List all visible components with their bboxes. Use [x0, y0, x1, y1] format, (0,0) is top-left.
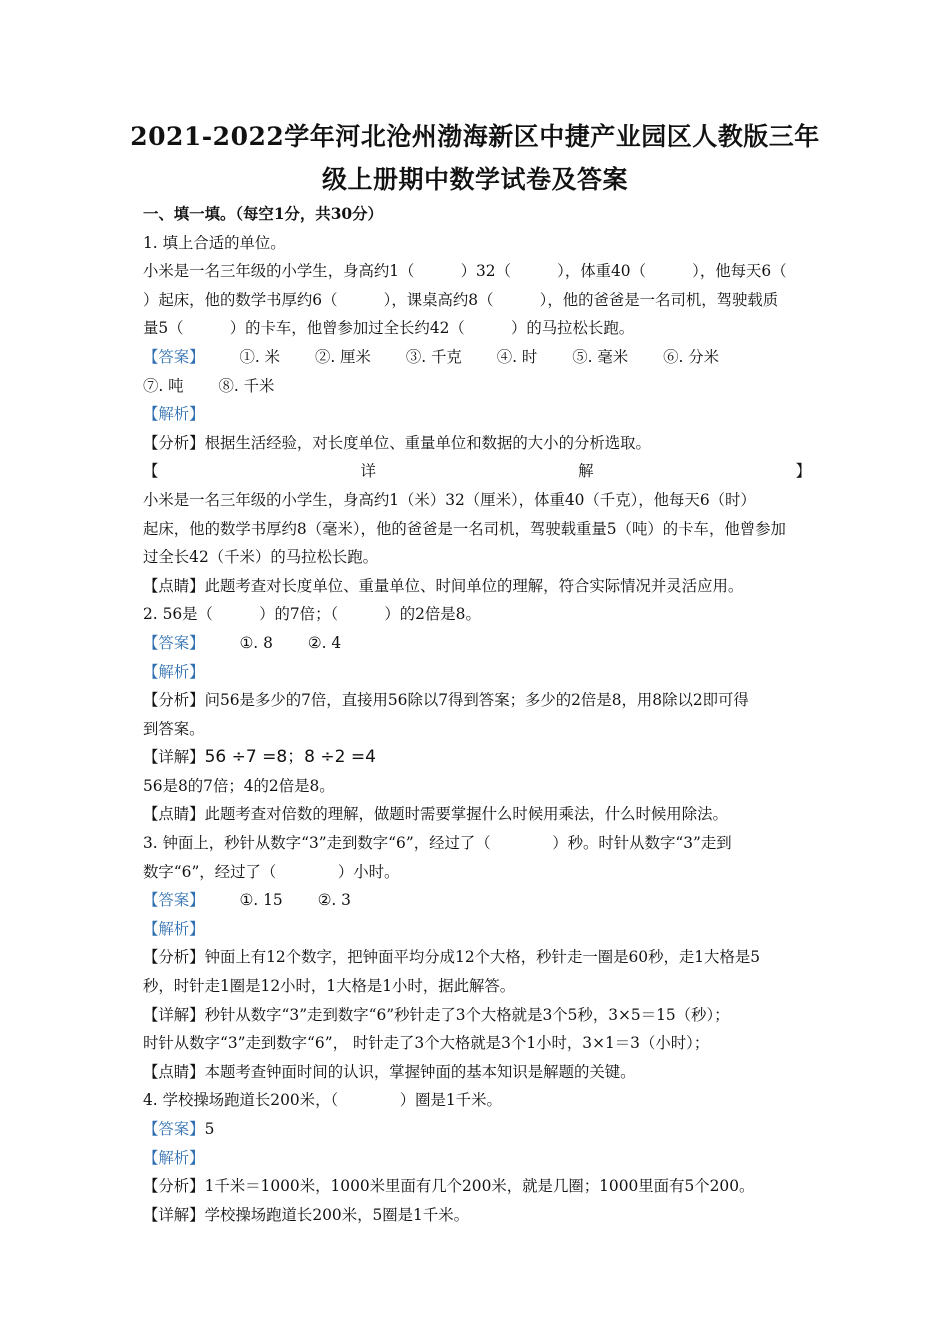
answer-label: 【答案】 — [143, 891, 205, 910]
xiangjie-label: 【详解】 — [143, 748, 205, 767]
q1-answer-item: ⑤. 毫米 — [572, 347, 629, 366]
q2-dianjing — [143, 800, 811, 829]
q1-answer-item: ⑥. 分米 — [663, 347, 720, 366]
analysis-label: 【解析】 — [143, 1148, 205, 1167]
section-heading: 一、填一填。（每空1分，共30分） — [143, 205, 383, 223]
analysis-label: 【解析】 — [143, 919, 205, 938]
fenxi-label: 【分析】 — [143, 1177, 205, 1196]
q1-stem: 1. 填上合适的单位。 — [143, 233, 286, 252]
q2-dianjing-text: 此题考查对倍数的理解，做题时需要掌握什么时候用乘法，什么时候用除法。 — [204, 805, 728, 824]
q3-xiangjie-text-1: 秒针从数字“3”走到数字“6”秒针走了3个大格就是3个5秒，3×5＝15（秒）； — [204, 1005, 730, 1024]
q3-stem-line-2: 数字“6”，经过了（ ）小时。 — [143, 862, 400, 881]
q2-fenxi-line-2: 到答案。 — [143, 719, 205, 738]
q2-fenxi-text-1: 问56是多少的7倍，直接用56除以7得到答案；多少的2倍是8，用8除以2即可得 — [204, 691, 749, 710]
q1-dianjing-text: 此题考查对长度单位、重量单位、时间单位的理解，符合实际情况并灵活应用。 — [204, 576, 744, 595]
q4-xiangjie-text: 学校操场跑道长200米，5圈是1千米。 — [204, 1205, 470, 1224]
q1-answer — [143, 343, 811, 372]
fenxi-label: 【分析】 — [143, 948, 205, 967]
q1-xiangjie-text-1: 小米是一名三年级的小学生，身高约1（米）32（厘米），体重40（千克），他每天6（时） — [143, 490, 756, 509]
q3-answer — [143, 886, 811, 915]
q1-text-line-3: 量5（ ）的卡车，他曾参加过全长约42（ ）的马拉松长跑。 — [143, 319, 635, 338]
q4-fenxi — [143, 1172, 811, 1201]
q1-answer-item: ⑦. 吨 — [143, 376, 184, 395]
fenxi-label: 【分析】 — [143, 691, 205, 710]
document-title-line-2: 级上册期中数学试卷及答案 — [321, 165, 628, 194]
q2-xiangjie-line-2: 56是8的7倍；4的2倍是8。 — [143, 776, 335, 795]
q3-fenxi-line-2: 秒，时针走1圈是12小时，1大格是1小时，据此解答。 — [143, 977, 516, 996]
q4-fenxi-text: 1千米＝1000米，1000米里面有几个200米，就是几圈；1000里面有5个200。 — [204, 1177, 755, 1196]
q3-dianjing-text: 本题考查钟面时间的认识，掌握钟面的基本知识是解题的关键。 — [204, 1062, 636, 1081]
q3-dianjing — [143, 1058, 811, 1087]
q1-dianjing — [143, 572, 811, 601]
q1-fenxi-text: 根据生活经验，对长度单位、重量单位和数据的大小的分析选取。 — [204, 433, 651, 452]
answer-label: 【答案】 — [143, 347, 205, 366]
answer-label: 【答案】 — [143, 1120, 205, 1138]
answer-label: 【答案】 — [143, 633, 205, 652]
q3-answer-item: ②. 3 — [317, 891, 351, 910]
q3-fenxi — [143, 943, 811, 972]
xiangjie-label: 【详解】 — [143, 462, 811, 481]
dianjing-label: 【点睛】 — [143, 576, 205, 595]
q3-xiangjie-line-2: 时针从数字“3”走到数字“6”， 时针走了3个大格就是3个1小时，3×1＝3（小时）； — [143, 1034, 710, 1053]
q1-xiangjie-line-2: 起床，他的数学书厚约8（毫米），他的爸爸是一名司机，驾驶载重量5（吨）的卡车，他曾参加 — [143, 519, 786, 538]
q2-answer — [143, 629, 811, 658]
q2-stem: 2. 56是（ ）的7倍；（ ）的2倍是8。 — [143, 605, 481, 624]
document-body — [143, 200, 811, 1229]
q4-stem: 4. 学校操场跑道长200米，（ ）圈是1千米。 — [143, 1091, 502, 1110]
q1-text-line-1: 小米是一名三年级的小学生，身高约1（ ）32（ ），体重40（ ），他每天6（ — [143, 262, 787, 281]
xiangjie-label: 【详解】 — [143, 1005, 205, 1024]
xiangjie-label: 【详解】 — [143, 1205, 205, 1224]
fenxi-label: 【分析】 — [143, 433, 205, 452]
q3-xiangjie — [143, 1001, 811, 1030]
q4-xiangjie — [143, 1201, 811, 1230]
q1-fenxi — [143, 429, 811, 458]
q2-fenxi — [143, 686, 811, 715]
q2-formula: 56 ÷7 =8；8 ÷2 =4 — [204, 747, 376, 768]
q1-xiangjie-line-3: 过全长42（千米）的马拉松长跑。 — [143, 548, 379, 567]
q1-answer-item: ①. 米 — [239, 347, 281, 366]
q3-answer-item: ①. 15 — [239, 891, 283, 910]
dianjing-label: 【点睛】 — [143, 805, 205, 824]
q4-answer — [143, 1115, 811, 1144]
analysis-label: 【解析】 — [143, 405, 205, 424]
q3-stem-line-1: 3. 钟面上，秒针从数字“3”走到数字“6”，经过了（ ）秒。时针从数字“3”走到 — [143, 834, 732, 853]
q1-answer-line-2 — [143, 372, 811, 401]
q2-xiangjie — [143, 743, 811, 772]
q1-answer-item: ④. 时 — [496, 347, 538, 366]
q3-fenxi-text-1: 钟面上有12个数字，把钟面平均分成12个大格，秒针走一圈是60秒，走1大格是5 — [204, 948, 761, 967]
q4-answer-value: 5 — [204, 1120, 215, 1138]
q2-answer-item: ①. 8 — [239, 633, 273, 652]
q2-answer-item: ②. 4 — [307, 633, 342, 652]
q1-text-line-2: ）起床，他的数学书厚约6（ ），课桌高约8（ ），他的爸爸是一名司机，驾驶载质 — [143, 290, 779, 309]
q1-xiangjie — [143, 457, 811, 514]
q1-answer-item: ③. 千克 — [405, 347, 462, 366]
analysis-label: 【解析】 — [143, 662, 205, 681]
document-title-line-1: 2021-2022学年河北沧州渤海新区中捷产业园区人教版三年 — [130, 122, 820, 151]
dianjing-label: 【点睛】 — [143, 1062, 205, 1081]
q1-answer-item: ②. 厘米 — [314, 347, 371, 366]
q1-answer-item: ⑧. 千米 — [218, 376, 275, 395]
